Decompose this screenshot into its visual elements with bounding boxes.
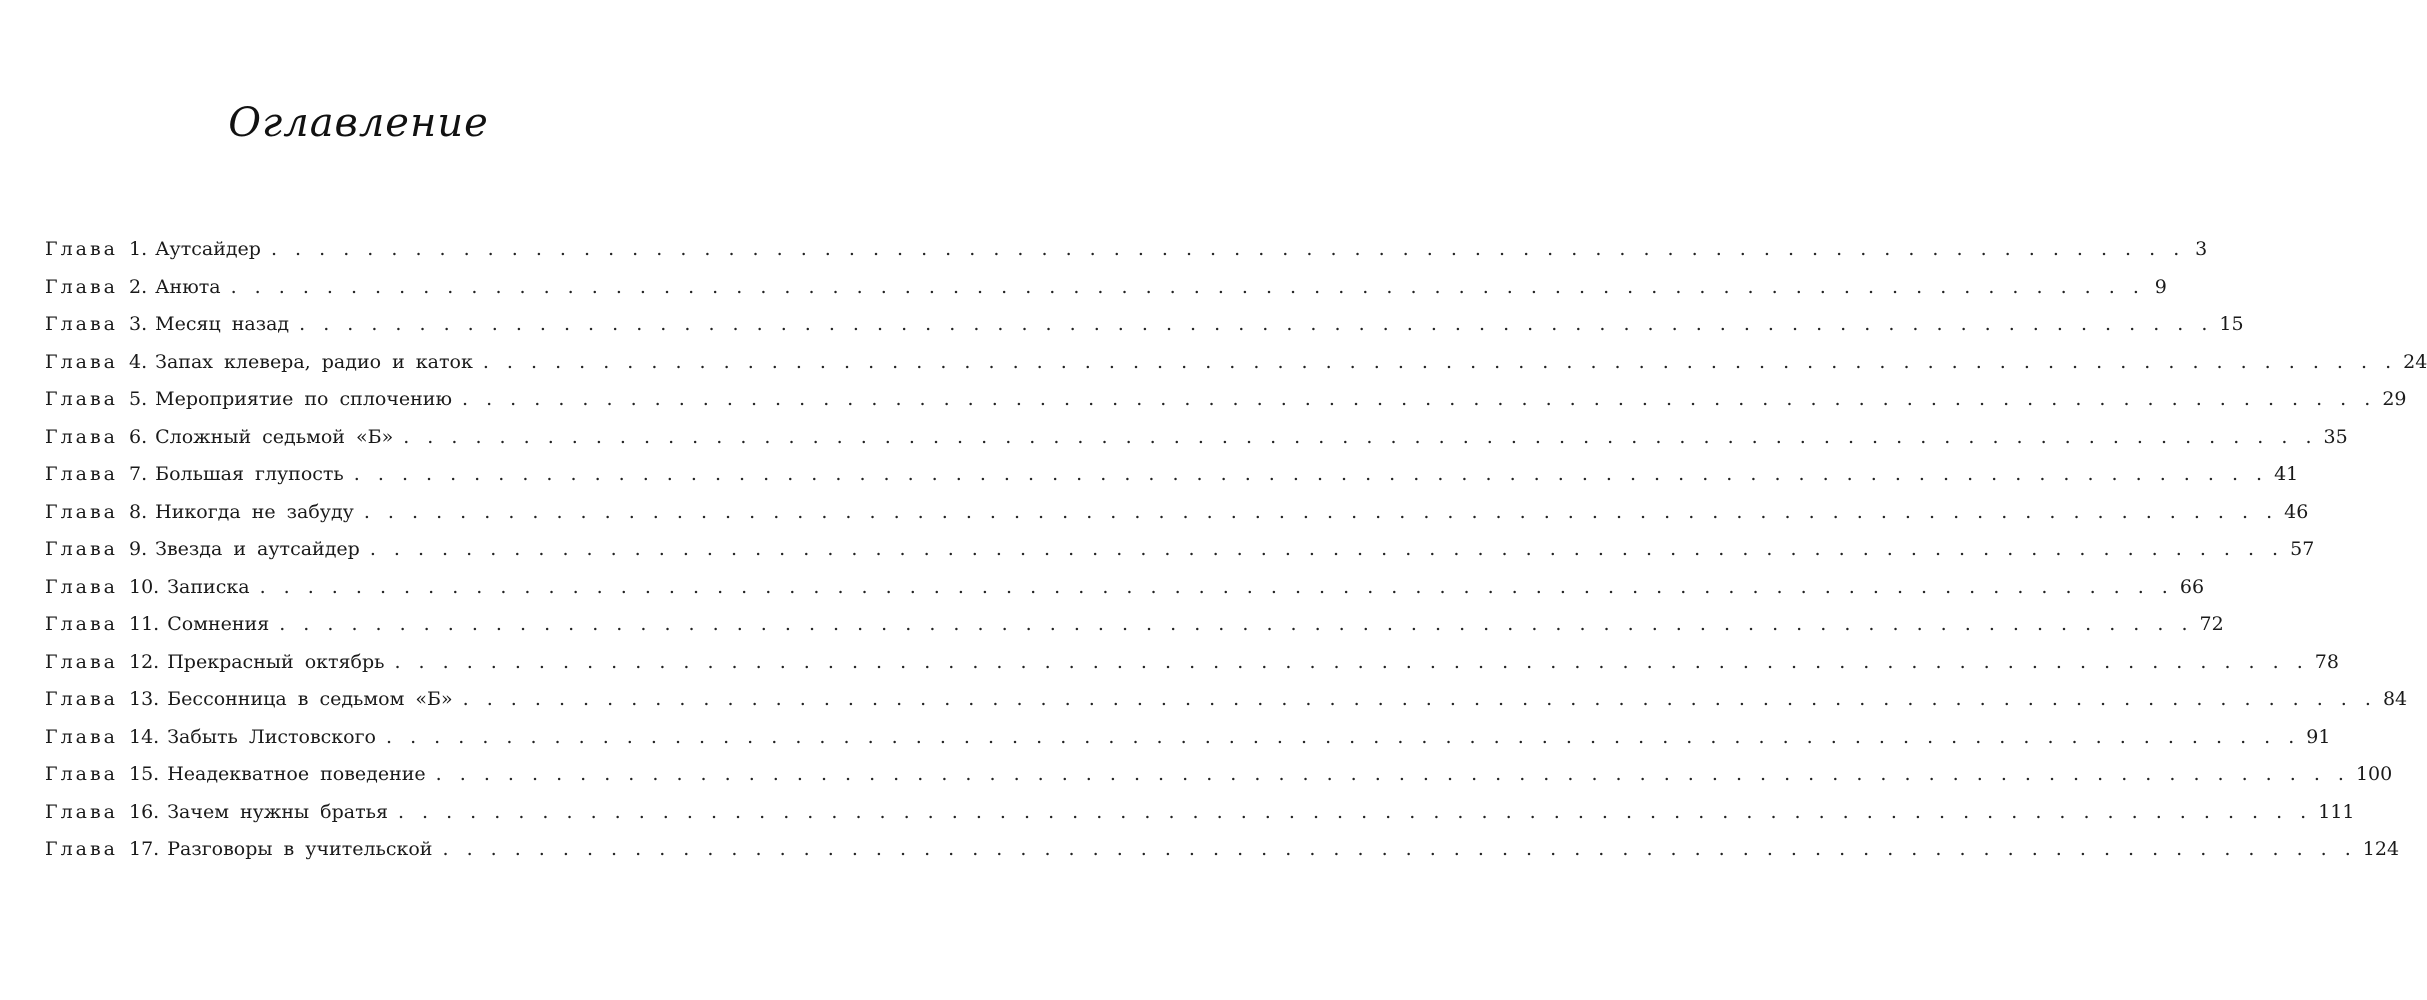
chapter-number: 1. bbox=[129, 238, 148, 260]
toc-entry bbox=[45, 838, 2400, 876]
toc-entry bbox=[45, 688, 2408, 726]
chapter-label: Глава bbox=[45, 388, 119, 410]
dot-leader: . . . . . . . . . . . . . . . . . . . . . . . . . . . . . . . . . . . . . . . . . . . . . . . . . . . . . . . . . . . . . . . . . . . . . . . . . . . . . . . . bbox=[369, 538, 2285, 560]
chapter-number: 5. bbox=[129, 388, 148, 410]
page-number: 3 bbox=[2195, 238, 2208, 260]
chapter-title: Забыть Листовского bbox=[167, 725, 376, 748]
toc-entry bbox=[45, 800, 2355, 839]
chapter-label: Глава bbox=[45, 275, 119, 298]
page-number: 72 bbox=[2199, 613, 2224, 635]
dot-leader: . . . . . . . . . . . . . . . . . . . . . . . . . . . . . . . . . . . . . . . . . . . . . . . . . . . . . . . . . . . . . . . . . . . . . . . . . . . . . . . . bbox=[403, 425, 2318, 448]
chapter-number: 2. bbox=[129, 275, 148, 298]
dot-leader: . . . . . . . . . . . . . . . . . . . . . . . . . . . . . . . . . . . . . . . . . . . . . . . . . . . . . . . . . . . . . . . . . . . . . . . . . . . . . . . . bbox=[435, 763, 2350, 785]
chapter-title: Аутсайдер bbox=[155, 238, 261, 260]
chapter-number: 6. bbox=[129, 425, 148, 448]
chapter-label: Глава bbox=[45, 688, 119, 710]
toc-entry bbox=[45, 388, 2407, 426]
chapter-title: Разговоры в учительской bbox=[167, 838, 433, 860]
dot-leader: . . . . . . . . . . . . . . . . . . . . . . . . . . . . . . . . . . . . . . . . . . . . . . . . . . . . . . . . . . . . . . . . . . . . . . . . . . . . . . . . bbox=[259, 575, 2174, 598]
dot-leader: . . . . . . . . . . . . . . . . . . . . . . . . . . . . . . . . . . . . . . . . . . . . . . . . . . . . . . . . . . . . . . . . . . . . . . . . . . . . . . . . bbox=[279, 613, 2194, 635]
dot-leader: . . . . . . . . . . . . . . . . . . . . . . . . . . . . . . . . . . . . . . . . . . . . . . . . . . . . . . . . . . . . . . . . . . . . . . . . . . . . . . . . bbox=[462, 688, 2377, 710]
page-number: 24 bbox=[2403, 350, 2427, 373]
toc-entry bbox=[45, 350, 2427, 389]
dot-leader: . . . . . . . . . . . . . . . . . . . . . . . . . . . . . . . . . . . . . . . . . . . . . . . . . . . . . . . . . . . . . . . . . . . . . . . . . . . . . . . . bbox=[299, 313, 2214, 335]
chapter-title: Большая глупость bbox=[155, 463, 344, 485]
chapter-number: 16. bbox=[129, 800, 160, 823]
chapter-title: Сложный седьмой «Б» bbox=[155, 425, 394, 448]
dot-leader: . . . . . . . . . . . . . . . . . . . . . . . . . . . . . . . . . . . . . . . . . . . . . . . . . . . . . . . . . . . . . . . . . . . . . . . . . . . . . . . . bbox=[394, 650, 2309, 673]
dot-leader: . . . . . . . . . . . . . . . . . . . . . . . . . . . . . . . . . . . . . . . . . . . . . . . . . . . . . . . . . . . . . . . . . . . . . . . . . . . . . . . . bbox=[397, 800, 2313, 823]
dot-leader: . . . . . . . . . . . . . . . . . . . . . . . . . . . . . . . . . . . . . . . . . . . . . . . . . . . . . . . . . . . . . . . . . . . . . . . . . . . . . . . . bbox=[462, 388, 2377, 410]
page-number: 111 bbox=[2318, 800, 2355, 823]
dot-leader: . . . . . . . . . . . . . . . . . . . . . . . . . . . . . . . . . . . . . . . . . . . . . . . . . . . . . . . . . . . . . . . . . . . . . . . . . . . . . . . . bbox=[230, 275, 2145, 298]
chapter-title: Месяц назад bbox=[155, 313, 290, 335]
chapter-title: Запах клевера, радио и каток bbox=[155, 350, 473, 373]
dot-leader: . . . . . . . . . . . . . . . . . . . . . . . . . . . . . . . . . . . . . . . . . . . . . . . . . . . . . . . . . . . . . . . . . . . . . . . . . . . . . . . . bbox=[270, 238, 2186, 260]
chapter-title: Звезда и аутсайдер bbox=[155, 538, 360, 560]
chapter-number: 15. bbox=[129, 763, 160, 785]
chapter-label: Глава bbox=[45, 500, 119, 523]
chapter-label: Глава bbox=[45, 538, 119, 560]
chapter-number: 7. bbox=[129, 463, 148, 485]
chapter-title: Мероприятие по сплочению bbox=[155, 388, 453, 410]
toc-entry bbox=[45, 538, 2315, 576]
toc-entry bbox=[45, 463, 2299, 501]
chapter-label: Глава bbox=[45, 313, 119, 335]
chapter-title: Записка bbox=[167, 575, 250, 598]
chapter-number: 4. bbox=[129, 350, 148, 373]
page-number: 46 bbox=[2284, 500, 2309, 523]
toc-entry bbox=[45, 725, 2331, 764]
chapter-label: Глава bbox=[45, 238, 119, 260]
page-number: 9 bbox=[2154, 275, 2167, 298]
chapter-label: Глава bbox=[45, 350, 119, 373]
toc-entry bbox=[45, 425, 2348, 464]
chapter-number: 8. bbox=[129, 500, 148, 523]
toc-entry bbox=[45, 650, 2339, 689]
page-number: 91 bbox=[2306, 725, 2331, 748]
chapter-number: 14. bbox=[129, 725, 160, 748]
chapter-number: 10. bbox=[129, 575, 160, 598]
chapter-title: Зачем нужны братья bbox=[167, 800, 388, 823]
chapter-label: Глава bbox=[45, 463, 119, 485]
chapter-label: Глава bbox=[45, 425, 119, 448]
table-of-contents bbox=[45, 238, 2427, 876]
toc-entry bbox=[45, 238, 2208, 276]
page-number: 66 bbox=[2179, 575, 2205, 598]
chapter-number: 12. bbox=[129, 650, 160, 673]
chapter-number: 3. bbox=[129, 313, 148, 335]
chapter-label: Глава bbox=[45, 800, 119, 823]
chapter-label: Глава bbox=[45, 763, 119, 785]
chapter-label: Глава bbox=[45, 725, 119, 748]
page-number: 78 bbox=[2314, 650, 2339, 673]
page-number: 124 bbox=[2362, 838, 2400, 860]
chapter-title: Прекрасный октябрь bbox=[167, 650, 385, 673]
chapter-number: 17. bbox=[129, 838, 160, 860]
chapter-label: Глава bbox=[45, 613, 119, 635]
chapter-label: Глава bbox=[45, 650, 119, 673]
toc-entry bbox=[45, 575, 2205, 614]
chapter-label: Глава bbox=[45, 575, 119, 598]
toc-entry bbox=[45, 275, 2167, 314]
chapter-title: Бессонница в седьмом «Б» bbox=[167, 688, 453, 710]
page-number: 29 bbox=[2382, 388, 2407, 410]
page-number: 41 bbox=[2274, 463, 2299, 485]
toc-entry bbox=[45, 763, 2393, 801]
chapter-title: Неадекватное поведение bbox=[167, 763, 426, 785]
dot-leader: . . . . . . . . . . . . . . . . . . . . . . . . . . . . . . . . . . . . . . . . . . . . . . . . . . . . . . . . . . . . . . . . . . . . . . . . . . . . . . . . bbox=[353, 463, 2269, 485]
chapter-number: 13. bbox=[129, 688, 160, 710]
toc-entry bbox=[45, 613, 2224, 651]
dot-leader: . . . . . . . . . . . . . . . . . . . . . . . . . . . . . . . . . . . . . . . . . . . . . . . . . . . . . . . . . . . . . . . . . . . . . . . . . . . . . . . . bbox=[386, 725, 2301, 748]
page-number: 57 bbox=[2290, 538, 2315, 560]
toc-entry bbox=[45, 313, 2244, 351]
page-number: 15 bbox=[2219, 313, 2244, 335]
chapter-label: Глава bbox=[45, 838, 119, 860]
dot-leader: . . . . . . . . . . . . . . . . . . . . . . . . . . . . . . . . . . . . . . . . . . . . . . . . . . . . . . . . . . . . . . . . . . . . . . . . . . . . . . . . bbox=[363, 500, 2279, 523]
toc-entry bbox=[45, 500, 2309, 539]
chapter-number: 9. bbox=[129, 538, 148, 560]
page-number: 35 bbox=[2323, 425, 2348, 448]
chapter-title: Анюта bbox=[155, 275, 221, 298]
chapter-title: Никогда не забуду bbox=[155, 500, 354, 523]
dot-leader: . . . . . . . . . . . . . . . . . . . . . . . . . . . . . . . . . . . . . . . . . . . . . . . . . . . . . . . . . . . . . . . . . . . . . . . . . . . . . . . . bbox=[482, 350, 2398, 373]
dot-leader: . . . . . . . . . . . . . . . . . . . . . . . . . . . . . . . . . . . . . . . . . . . . . . . . . . . . . . . . . . . . . . . . . . . . . . . . . . . . . . . . bbox=[442, 838, 2357, 860]
page-title: Оглавление bbox=[228, 100, 489, 146]
chapter-title: Сомнения bbox=[167, 613, 270, 635]
page-number: 100 bbox=[2355, 763, 2393, 785]
chapter-number: 11. bbox=[129, 613, 160, 635]
page-number: 84 bbox=[2382, 688, 2408, 710]
